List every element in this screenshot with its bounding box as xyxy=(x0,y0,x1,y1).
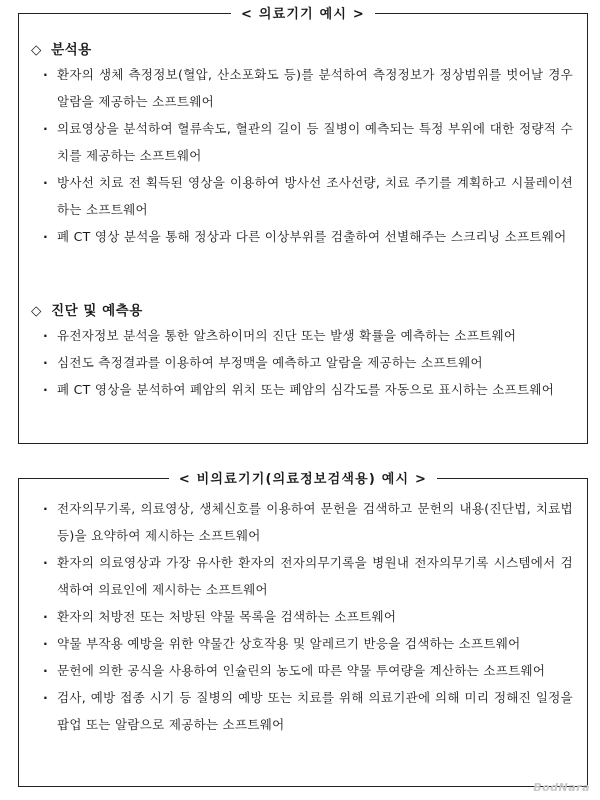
list-item xyxy=(19,630,587,657)
list-item xyxy=(19,322,587,349)
list-item xyxy=(19,376,587,403)
non-medical-device-examples-box xyxy=(18,472,588,787)
bullet-icon: · xyxy=(43,121,49,136)
list-item xyxy=(19,657,587,684)
section-heading-analysis xyxy=(31,38,92,58)
medical-device-title: < 의료기기 예시 > xyxy=(231,7,375,22)
box-title xyxy=(19,4,587,24)
diamond-icon: ◇ xyxy=(31,42,42,58)
list-item xyxy=(19,684,587,738)
list-item-text: 유전자정보 분석을 통한 알츠하이머의 진단 또는 발생 확률을 예측하는 소프트웨어 xyxy=(57,328,517,343)
list-item-text: 환자의 의료영상과 가장 유사한 환자의 전자의무기록을 병원내 전자의무기록 시스템에서 검색하여 의료인에 제시하는 소프트웨어 xyxy=(57,555,573,597)
bullet-icon: · xyxy=(43,501,49,516)
bullet-icon: · xyxy=(43,609,49,624)
list-item xyxy=(19,61,587,115)
non-medical-list xyxy=(19,495,587,738)
bullet-icon: · xyxy=(43,67,49,82)
list-item-text: 환자의 생체 측정정보(혈압, 산소포화도 등)를 분석하여 측정정보가 정상범위를 벗어날 경우 알람을 제공하는 소프트웨어 xyxy=(57,67,573,109)
bullet-icon: · xyxy=(43,355,49,370)
list-item-text: 폐 CT 영상을 분석하여 폐암의 위치 또는 폐암의 심각도를 자동으로 표시하는 소프트웨어 xyxy=(57,382,555,397)
list-item xyxy=(19,549,587,603)
bullet-icon: · xyxy=(43,229,49,244)
section-heading-label: 진단 및 예측용 xyxy=(51,303,143,319)
list-item-text: 약물 부작용 예방을 위한 약물간 상호작용 및 알레르기 반응을 검색하는 소프트웨어 xyxy=(57,636,521,651)
watermark-logo: BodNara xyxy=(533,781,590,794)
list-item xyxy=(19,115,587,169)
list-item-text: 검사, 예방 접종 시기 등 질병의 예방 또는 치료를 위해 의료기관에 의해 미리 정해진 일정을 팝업 또는 알람으로 제공하는 소프트웨어 xyxy=(57,690,573,732)
list-item xyxy=(19,223,587,250)
analysis-list xyxy=(19,61,587,250)
bullet-icon: · xyxy=(43,328,49,343)
list-item xyxy=(19,495,587,549)
medical-device-examples-box xyxy=(18,7,588,444)
list-item-text: 전자의무기록, 의료영상, 생체신호를 이용하여 문헌을 검색하고 문헌의 내용(진단법, 치료법 등)을 요약하여 제시하는 소프트웨어 xyxy=(57,501,573,543)
list-item-text: 문헌에 의한 공식을 사용하여 인슐린의 농도에 따른 약물 투여량을 계산하는 소프트웨어 xyxy=(57,663,546,678)
list-item-text: 방사선 치료 전 획득된 영상을 이용하여 방사선 조사선량, 치료 주기를 계획하고 시뮬레이션 하는 소프트웨어 xyxy=(57,175,573,217)
bullet-icon: · xyxy=(43,636,49,651)
diagnosis-list xyxy=(19,322,587,403)
non-medical-device-title: < 비의료기기(의료정보검색용) 예시 > xyxy=(169,472,437,487)
section-heading-label: 분석용 xyxy=(51,42,92,58)
list-item xyxy=(19,349,587,376)
list-item-text: 환자의 처방전 또는 처방된 약물 목록을 검색하는 소프트웨어 xyxy=(57,609,397,624)
list-item-text: 의료영상을 분석하여 혈류속도, 혈관의 길이 등 질병이 예측되는 특정 부위에 대한 정량적 수치를 제공하는 소프트웨어 xyxy=(57,121,573,163)
bullet-icon: · xyxy=(43,690,49,705)
box-title xyxy=(19,469,587,489)
bullet-icon: · xyxy=(43,382,49,397)
diamond-icon: ◇ xyxy=(31,303,42,319)
bullet-icon: · xyxy=(43,663,49,678)
bullet-icon: · xyxy=(43,555,49,570)
bullet-icon: · xyxy=(43,175,49,190)
list-item-text: 심전도 측정결과를 이용하여 부정맥을 예측하고 알람을 제공하는 소프트웨어 xyxy=(57,355,483,370)
list-item xyxy=(19,169,587,223)
section-heading-diagnosis xyxy=(31,299,143,319)
list-item xyxy=(19,603,587,630)
list-item-text: 폐 CT 영상 분석을 통해 정상과 다른 이상부위를 검출하여 선별해주는 스크리닝 소프트웨어 xyxy=(57,229,567,244)
